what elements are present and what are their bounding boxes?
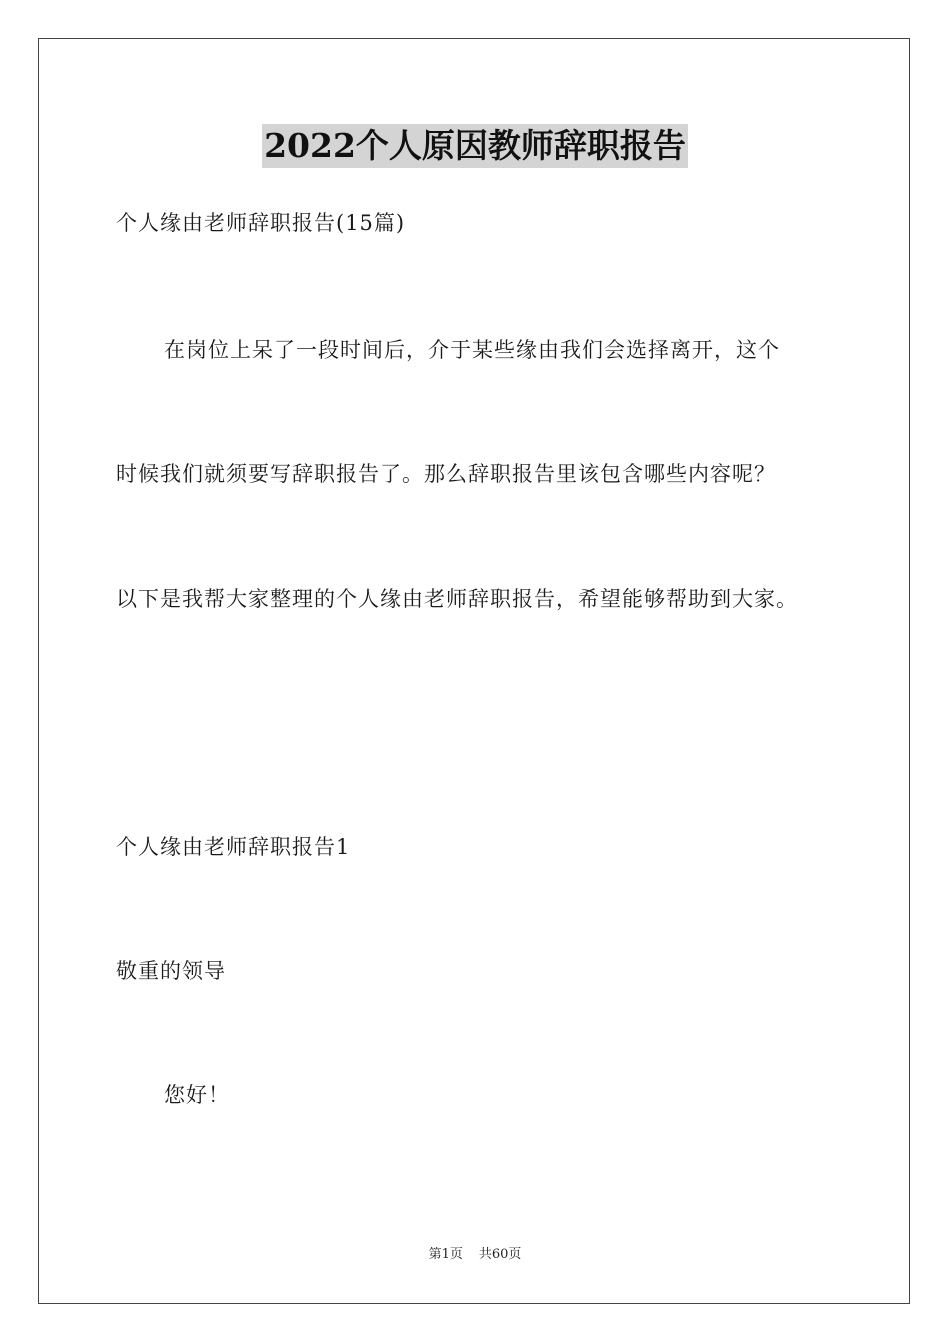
- page-total: 共60页: [478, 1247, 522, 1262]
- page-number: 第1页: [428, 1247, 463, 1262]
- document-subtitle: 个人缘由老师辞职报告(15篇): [116, 211, 406, 235]
- document-title: 2022个人原因教师辞职报告: [262, 124, 688, 168]
- greeting: 您好！: [164, 1083, 230, 1107]
- intro-paragraph-line-1: 在岗位上呆了一段时间后，介于某些缘由我们会选择离开，这个: [164, 338, 780, 362]
- page-footer: [0, 1246, 950, 1264]
- salutation: 敬重的领导: [116, 959, 226, 983]
- intro-paragraph-line-2: 时候我们就须要写辞职报告了。那么辞职报告里该包含哪些内容呢？: [116, 462, 776, 486]
- title-container: [0, 124, 950, 168]
- section-heading: 个人缘由老师辞职报告1: [116, 835, 351, 859]
- intro-paragraph-line-3: 以下是我帮大家整理的个人缘由老师辞职报告，希望能够帮助到大家。: [116, 587, 798, 611]
